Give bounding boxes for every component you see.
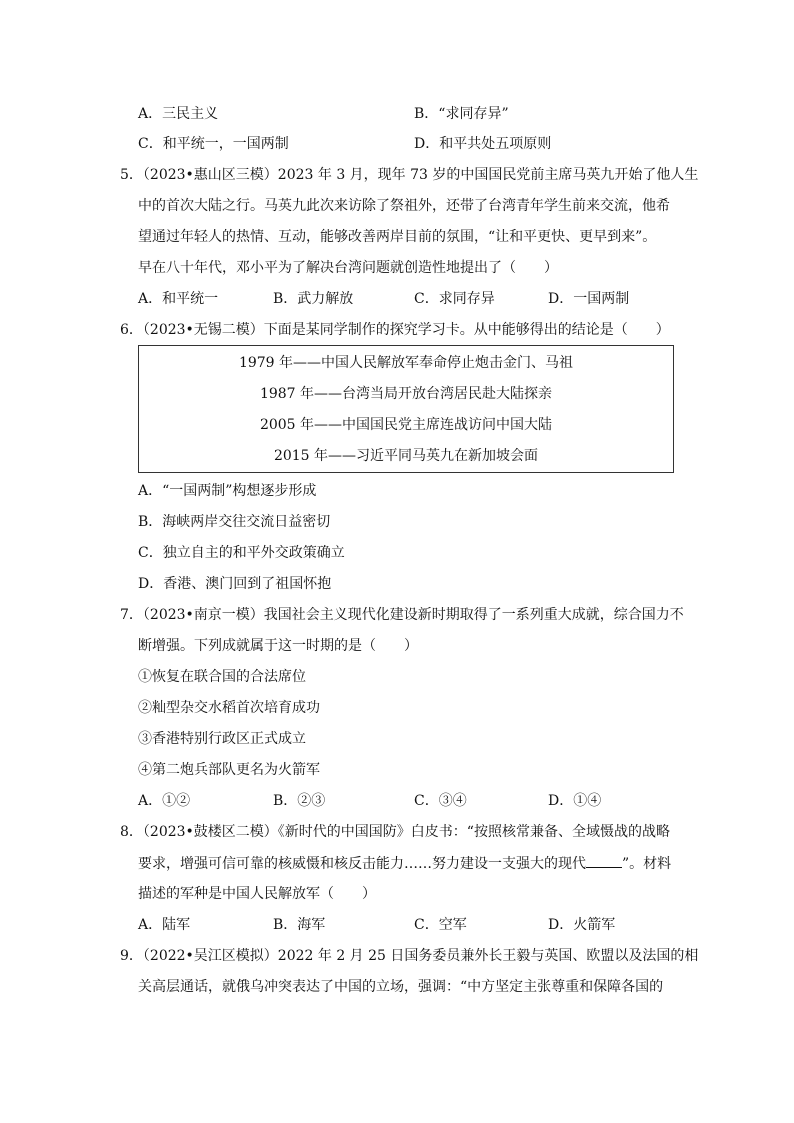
q8-option-a: A．陆军 [138,917,191,933]
q8-stem-line [138,853,671,873]
q4-option-a: A．三民主义 [138,106,219,122]
q8-stem-text: 要求，增强可信可靠的核威慑和核反击能力……努力建设一支强大的现代 [138,856,586,872]
fill-in-blank [586,853,622,868]
q6-option-b: B．海峡两岸交往交流日益密切 [138,514,331,530]
q6-option-c: C．独立自主的和平外交政策确立 [138,545,345,561]
q5-stem-line: 望通过年轻人的热情、互动，能够改善两岸目前的氛围，“让和平更快、更早到来”。 [138,229,657,245]
q7-item: ③香港特别行政区正式成立 [138,731,306,747]
q9-stem-line: 关高层通话，就俄乌冲突表达了中国的立场，强调：“中方坚定主张尊重和保障各国的 [138,979,664,995]
q5-option-b: B．武力解放 [273,291,354,307]
q8-option-b: B．海军 [273,917,326,933]
q8-option-c: C．空军 [414,917,467,933]
q8-option-d: D．火箭军 [548,917,616,933]
q7-option-c: C．③④ [414,793,467,809]
q5-stem-line: 5．（2023•惠山区三模）2023 年 3 月，现年 73 岁的中国国民党前主席马英九开始了他人生 [120,167,699,183]
q7-option-d: D．①④ [548,793,602,809]
q7-item: ②籼型杂交水稻首次培育成功 [138,700,320,716]
q6-option-d: D．香港、澳门回到了祖国怀抱 [138,576,332,592]
study-card-entry: 1979 年——中国人民解放军奉命停止炮击金门、马祖 [238,355,574,371]
q8-stem-text: ”。材料 [622,856,672,872]
study-card-entry: 2005 年——中国国民党主席连战访问中国大陆 [259,417,553,433]
q7-option-a: A．①② [138,793,191,809]
q4-option-b: B．“求同存异” [414,106,509,122]
q7-item: ①恢复在联合国的合法席位 [138,669,306,685]
q6-option-a: A．“一国两制”构想逐步形成 [138,483,317,499]
q4-option-c: C．和平统一，一国两制 [138,136,289,152]
q5-option-d: D．一国两制 [548,291,630,307]
q7-stem-line: 断增强。下列成就属于这一时期的是（ ） [138,638,418,654]
q7-option-b: B．②③ [273,793,326,809]
q5-option-c: C．求同存异 [414,291,495,307]
q6-stem: 6．（2023•无锡二模）下面是某同学制作的探究学习卡。从中能够得出的结论是（ ） [120,322,670,338]
q5-stem-line: 早在八十年代，邓小平为了解决台湾问题就创造性地提出了（ ） [138,260,558,276]
study-card-entry: 1987 年——台湾当局开放台湾居民赴大陆探亲 [259,386,553,402]
q6-study-card [138,345,674,473]
q4-option-d: D．和平共处五项原则 [414,136,552,152]
study-card-entry: 2015 年——习近平同马英九在新加坡会面 [273,448,539,464]
q9-stem-line: 9．（2022•吴江区模拟）2022 年 2 月 25 日国务委员兼外长王毅与英国、欧盟以及法国的相 [120,948,699,964]
q7-stem-line: 7．（2023•南京一模）我国社会主义现代化建设新时期取得了一系列重大成就，综合国力不 [120,607,684,623]
q7-item: ④第二炮兵部队更名为火箭军 [138,762,320,778]
q8-stem-line: 描述的军种是中国人民解放军（ ） [138,886,376,902]
q8-stem-line: 8．（2023•鼓楼区二模）《新时代的中国国防》白皮书：“按照核常兼备、全域慑战的战略 [120,824,670,840]
q5-option-a: A．和平统一 [138,291,219,307]
q5-stem-line: 中的首次大陆之行。马英九此次来访除了祭祖外，还带了台湾青年学生前来交流，他希 [138,198,670,214]
